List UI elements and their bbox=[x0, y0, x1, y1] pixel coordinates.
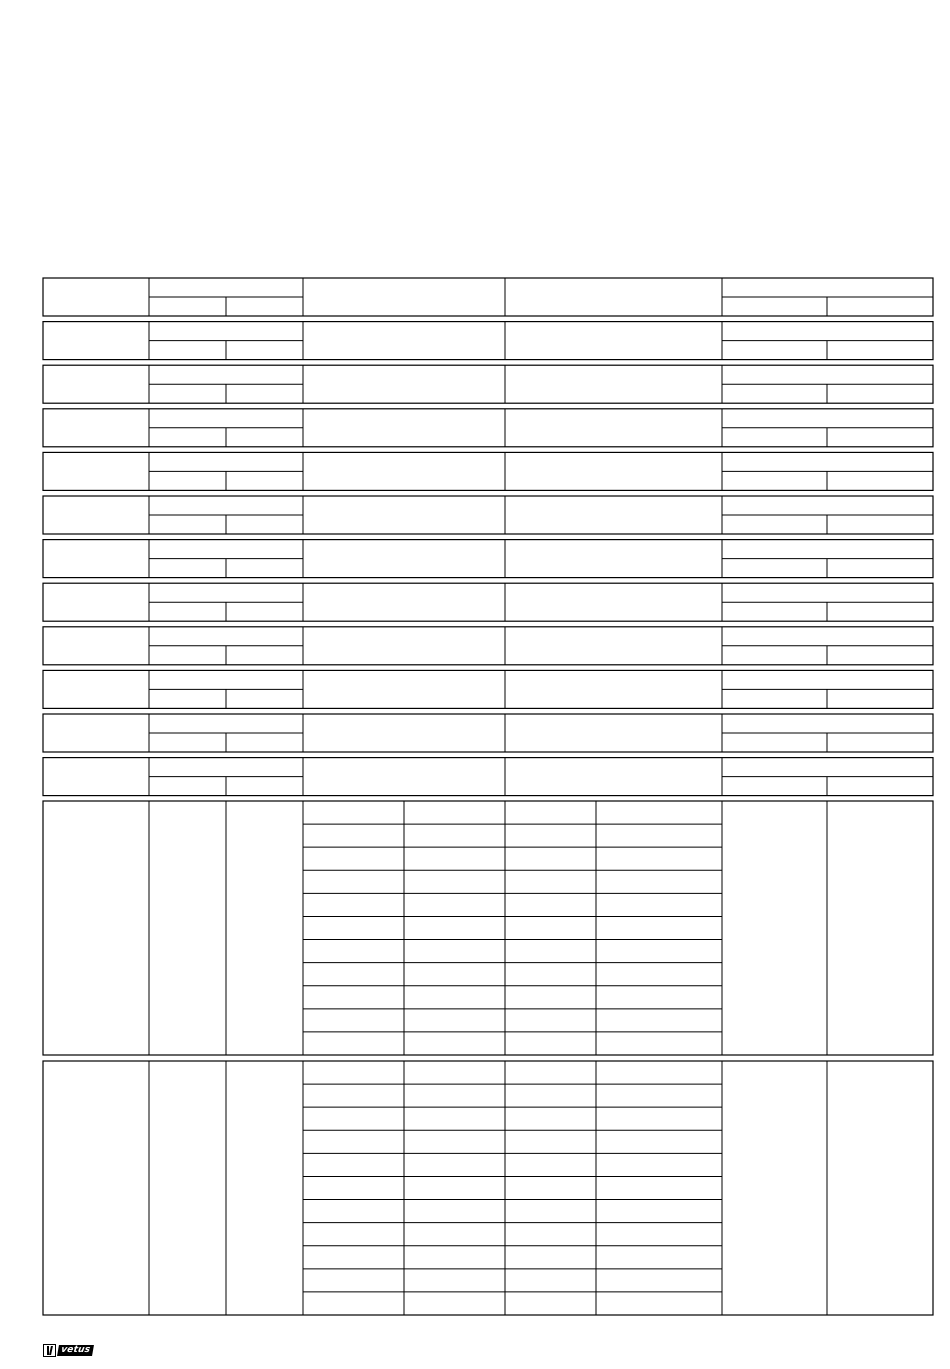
expanded-block-frame bbox=[43, 1061, 933, 1315]
expanded-block-frame bbox=[43, 801, 933, 1055]
vetus-boat-mark-icon bbox=[43, 1344, 56, 1357]
vetus-logo-text: vetus bbox=[57, 1345, 94, 1356]
vetus-logo bbox=[43, 1344, 93, 1357]
